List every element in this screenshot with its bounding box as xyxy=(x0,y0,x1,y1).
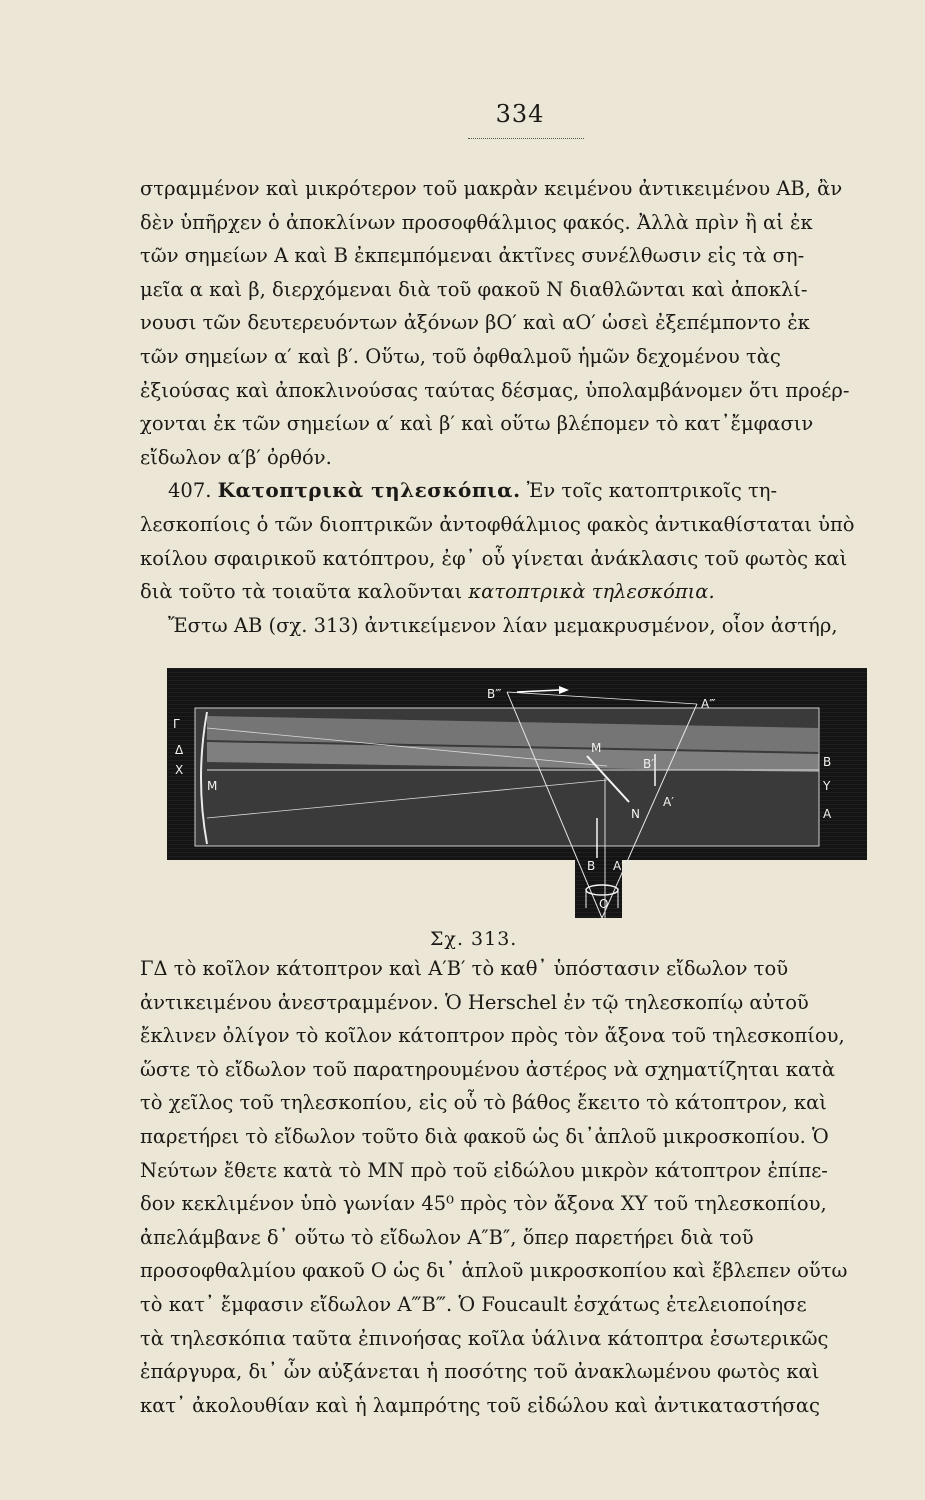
text-line: ἐξιούσας καὶ ἀποκλινούσας ταύτας δέσμας, ὑπολαμβάνομεν ὅτι προέρ- xyxy=(140,378,850,402)
page-number: 334 xyxy=(495,100,545,128)
text-line: τὸ χεῖλος τοῦ τηλεσκοπίου, εἰς οὗ τὸ βάθος ἔκειτο τὸ κάτοπτρον, καὶ xyxy=(140,1091,827,1115)
text-line: ἐπάργυρα, δι᾽ ὧν αὐξάνεται ἡ ποσότης τοῦ ἀνακλωμένου φωτὸς καὶ xyxy=(140,1360,820,1384)
text-line: τῶν σημείων Α καὶ Β ἐκπεμπόμεναι ἀκτῖνες συνέλθωσιν εἰς τὰ ση- xyxy=(140,244,805,268)
text-line: νουσι τῶν δευτερευόντων ἀξόνων βΟ′ καὶ αΟ′ ὡσεὶ ἐξεπέμποντο ἐκ xyxy=(140,311,810,335)
section-title: Κατοπτρικὰ τηλεσκόπια. xyxy=(217,478,521,503)
page-number-rule xyxy=(468,138,584,139)
text-line: ἀντικειμένου ἀνεστραμμένον. Ὁ Herschel ἐν τῷ τηλεσκοπίῳ αὐτοῦ xyxy=(140,990,809,1014)
text-block-bottom xyxy=(140,952,878,1422)
text-line: κατ᾽ ἀκολουθίαν καὶ ἡ λαμπρότης τοῦ εἰδώλου καὶ ἀντικαταστήσας xyxy=(140,1393,820,1417)
label-delta: Δ xyxy=(175,743,184,757)
text-line: δὲν ὑπῆρχεν ὁ ἀποκλίνων προσοφθάλμιος φακός. Ἀλλὰ πρὶν ἢ αἱ ἐκ xyxy=(140,210,813,234)
text-line: παρετήρει τὸ εἴδωλον τοῦτο διὰ φακοῦ ὡς δι᾽ἁπλοῦ μικροσκοπίου. Ὁ xyxy=(140,1124,829,1148)
telescope-figure xyxy=(167,668,867,930)
text-line: προσοφθαλμίου φακοῦ Ο ὡς δι᾽ ἁπλοῦ μικροσκοπίου καὶ ἔβλεπεν οὕτω xyxy=(140,1259,848,1283)
text-line: Ἔστω ΑΒ (σχ. 313) ἀντικείμενον λίαν μεμακρυσμένον, οἷον ἀστήρ, xyxy=(168,613,838,637)
section-heading-line xyxy=(140,474,878,508)
text-line: μεῖα α καὶ β, διερχόμεναι διὰ τοῦ φακοῦ Ν διαθλῶνται καὶ ἀποκλί- xyxy=(140,277,808,301)
label-a-right: A xyxy=(823,807,832,821)
telescope-diagram xyxy=(167,668,867,930)
label-chi: X xyxy=(175,763,184,777)
label-b-right: B xyxy=(823,755,832,769)
text-line: δον κεκλιμένον ὑπὸ γωνίαν 45⁰ πρὸς τὸν ἄξονα ΧΥ τοῦ τηλεσκοπίου, xyxy=(140,1192,827,1216)
text-block-top xyxy=(140,172,878,642)
label-a3: A‴ xyxy=(701,697,716,711)
label-b-prime: B′ xyxy=(643,757,654,771)
label-a-prime: A′ xyxy=(663,795,674,809)
label-n: N xyxy=(631,807,640,821)
text-line: λεσκοπίοις ὁ τῶν διοπτρικῶν ἀντοφθάλμιος φακὸς ἀντικαθίσταται ὑπὸ xyxy=(140,512,855,536)
text-line: ὥστε τὸ εἴδωλον τοῦ παρατηρουμένου ἀστέρος νὰ σχηματίζηται κατὰ xyxy=(140,1057,836,1081)
section-text: Ἐν τοῖς κατοπτρικοῖς τη- xyxy=(520,479,778,503)
text-line: ἔκλινεν ὀλίγον τὸ κοῖλον κάτοπτρον πρὸς τὸν ἄξονα τοῦ τηλεσκοπίου, xyxy=(140,1024,845,1048)
label-upsilon: Y xyxy=(823,779,831,793)
text-line: εἴδωλον α′β′ ὀρθόν. xyxy=(140,445,332,469)
text-line: χονται ἐκ τῶν σημείων α′ καὶ β′ καὶ οὕτω βλέπομεν τὸ κατ᾽ἔμφασιν xyxy=(140,412,814,436)
text-line xyxy=(140,575,878,609)
italic-term: κατοπτρικὰ τηλεσκόπια. xyxy=(468,580,715,604)
text-line: Νεύτων ἔθετε κατὰ τὸ ΜΝ πρὸ τοῦ εἰδώλου μικρὸν κάτοπτρον ἐπίπε- xyxy=(140,1158,828,1182)
text-line: στραμμένον καὶ μικρότερον τοῦ μακρὰν κειμένου ἀντικειμένου ΑΒ, ἂν xyxy=(140,177,843,200)
text-line: ἀπελάμβανε δ᾽ οὕτω τὸ εἴδωλον Α″Β″, ὅπερ παρετήρει διὰ τοῦ xyxy=(140,1225,754,1249)
figure-caption: Σχ. 313. xyxy=(430,928,518,950)
text-line: τῶν σημείων α′ καὶ β′. Οὕτω, τοῦ ὀφθαλμοῦ ἡμῶν δεχομένου τὰς xyxy=(140,344,781,368)
label-b3: B‴ xyxy=(487,687,502,701)
label-m-left: M xyxy=(207,779,218,793)
label-gamma: Γ xyxy=(173,717,180,731)
text-line: τὰ τηλεσκόπια ταῦτα ἐπινοήσας κοῖλα ὑάλινα κάτοπτρα ἐσωτερικῶς xyxy=(140,1326,829,1350)
text-line: ΓΔ τὸ κοῖλον κάτοπτρον καὶ Α′Β′ τὸ καθ᾽ ὑπόστασιν εἴδωλον τοῦ xyxy=(140,957,789,980)
section-number: 407. xyxy=(168,479,212,503)
label-b-bottom: B xyxy=(587,859,596,873)
label-a-bottom: A″ xyxy=(613,859,626,873)
label-o: O xyxy=(599,897,609,911)
text-line: τὸ κατ᾽ ἔμφασιν εἴδωλον Α‴Β‴. Ὁ Foucault ἐσχάτως ἐτελειοποίησε xyxy=(140,1292,807,1316)
text-line: κοίλου σφαιρικοῦ κατόπτρου, ἐφ᾽ οὗ γίνεται ἀνάκλασις τοῦ φωτὸς καὶ xyxy=(140,546,848,570)
label-m-center: M xyxy=(591,741,602,755)
text-span: διὰ τοῦτο τὰ τοιαῦτα καλοῦνται xyxy=(140,580,469,604)
